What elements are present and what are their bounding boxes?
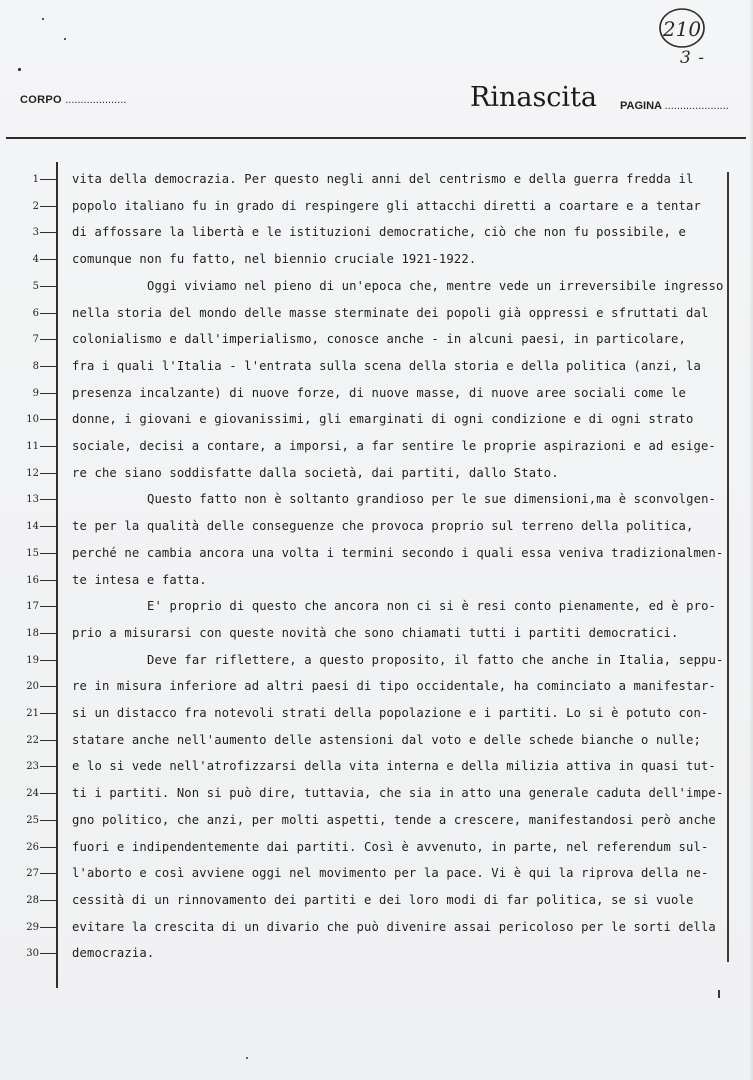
line-number (14, 225, 56, 241)
line-tick (40, 553, 56, 554)
line-number-label: 9 (32, 388, 39, 399)
line-number-label: 3 (32, 227, 39, 238)
line-number (14, 946, 56, 962)
right-margin-mark (718, 990, 720, 998)
line-number-label: 14 (26, 521, 39, 532)
line-tick (40, 446, 56, 447)
line-number (14, 893, 56, 909)
text-line: E' proprio di questo che ancora non ci si è resi conto pienamente, ed è pro- (147, 599, 717, 613)
line-number (14, 840, 56, 856)
line-number (14, 172, 56, 188)
line-number-label: 23 (26, 761, 39, 772)
pagina-field (620, 100, 729, 112)
text-line: Deve far riflettere, a questo proposito, il fatto che anche in Italia, seppu- (147, 653, 724, 667)
corpo-field (20, 94, 126, 106)
line-number (14, 813, 56, 829)
right-margin-rule (727, 172, 729, 962)
archive-stamp (656, 6, 708, 52)
line-number-label: 27 (26, 868, 39, 879)
line-number (14, 679, 56, 695)
line-number-label: 13 (26, 494, 39, 505)
line-number-label: 12 (26, 468, 39, 479)
line-tick (40, 713, 56, 714)
line-number-label: 16 (26, 575, 39, 586)
text-line: re in misura inferiore ad altri paesi di tipo occidentale, ha cominciato a manifestar- (72, 679, 716, 693)
line-tick (40, 953, 56, 954)
speck (246, 1057, 248, 1059)
line-number-label: 6 (32, 308, 39, 319)
masthead-title: Rinascita (470, 82, 598, 113)
line-tick (40, 820, 56, 821)
line-tick (40, 179, 56, 180)
line-number (14, 332, 56, 348)
speck (64, 38, 66, 40)
line-tick (40, 606, 56, 607)
line-number (14, 306, 56, 322)
line-tick (40, 499, 56, 500)
line-number-label: 29 (26, 922, 39, 933)
line-number-label: 2 (32, 201, 39, 212)
handwritten-page-number: 3 - (680, 48, 705, 68)
text-line: nella storia del mondo delle masse sterminate dei popoli già oppressi e sfruttati dal (72, 306, 709, 320)
line-tick (40, 580, 56, 581)
line-tick (40, 740, 56, 741)
line-number (14, 279, 56, 295)
text-line: colonialismo e dall'imperialismo, conosce anche - in alcuni paesi, in particolare, (72, 332, 686, 346)
line-number-label: 17 (26, 601, 39, 612)
line-number (14, 733, 56, 749)
text-line: vita della democrazia. Per questo negli anni del centrismo e della guerra fredda il (72, 172, 694, 186)
text-line: presenza incalzante) di nuove forze, di nuove masse, di nuove aree sociali come le (72, 386, 686, 400)
line-tick (40, 206, 56, 207)
stamp-number: 210 (662, 17, 702, 41)
line-tick (40, 660, 56, 661)
line-number-label: 21 (26, 708, 39, 719)
line-tick (40, 473, 56, 474)
header-rule (6, 137, 746, 139)
speck (42, 18, 44, 20)
left-margin-rule (56, 162, 58, 988)
pagina-dots: ..................... (664, 100, 729, 112)
line-number-label: 22 (26, 735, 39, 746)
text-line: l'aborto e così avviene oggi nel movimento per la pace. Vi è qui la riprova della ne- (72, 866, 709, 880)
line-number (14, 546, 56, 562)
line-number (14, 492, 56, 508)
text-line: Questo fatto non è soltanto grandioso per le sue dimensioni,ma è sconvolgen- (147, 492, 717, 506)
text-line: perché ne cambia ancora una volta i termini secondo i quali essa veniva tradizionalmen- (72, 546, 724, 560)
line-number (14, 653, 56, 669)
line-number-label: 26 (26, 842, 39, 853)
line-tick (40, 366, 56, 367)
text-line: di affossare la libertà e le istituzioni democratiche, ciò che non fu possibile, e (72, 225, 686, 239)
line-tick (40, 259, 56, 260)
text-line: sociale, decisi a contare, a imporsi, a far sentire le proprie aspirazioni e ad esige- (72, 439, 716, 453)
line-tick (40, 232, 56, 233)
line-number-label: 10 (26, 414, 39, 425)
line-number-label: 5 (32, 281, 39, 292)
text-line: e lo si vede nell'atrofizzarsi della vita interna e della milizia attiva in quasi tut- (72, 759, 716, 773)
line-number-label: 7 (32, 334, 39, 345)
text-line: comunque non fu fatto, nel biennio cruciale 1921-1922. (72, 252, 477, 266)
line-number-label: 25 (26, 815, 39, 826)
text-line: si un distacco fra notevoli strati della popolazione e i partiti. Lo si è potuto con- (72, 706, 709, 720)
line-number-label: 4 (32, 254, 39, 265)
line-number (14, 466, 56, 482)
text-line: prio a misurarsi con queste novità che sono chiamati tutti i partiti democratici. (72, 626, 679, 640)
text-line: popolo italiano fu in grado di respingere gli attacchi diretti a coartare e a tentar (72, 199, 701, 213)
text-line: te per la qualità delle conseguenze che provoca proprio sul terreno della politica, (72, 519, 694, 533)
speck (18, 68, 21, 71)
text-line: democrazia. (72, 946, 155, 960)
line-tick (40, 419, 56, 420)
line-tick (40, 927, 56, 928)
line-number-label: 1 (32, 174, 39, 185)
text-line: gno politico, che anzi, per molti aspetti, tende a crescere, manifestandosi però anche (72, 813, 716, 827)
line-number-label: 11 (26, 441, 39, 452)
line-number (14, 706, 56, 722)
pagina-label: PAGINA (620, 100, 662, 112)
text-line: re che siano soddisfatte dalla società, dai partiti, dallo Stato. (72, 466, 559, 480)
corpo-label: CORPO (20, 94, 62, 106)
line-number (14, 519, 56, 535)
text-line: te intesa e fatta. (72, 573, 207, 587)
line-tick (40, 873, 56, 874)
line-number (14, 199, 56, 215)
line-tick (40, 766, 56, 767)
text-line: ti i partiti. Non si può dire, tuttavia, che sia in atto una generale caduta dell'impe- (72, 786, 724, 800)
line-number (14, 786, 56, 802)
line-number-label: 18 (26, 628, 39, 639)
text-line: fuori e indipendentemente dai partiti. Così è avvenuto, in parte, nel referendum sul- (72, 840, 709, 854)
corpo-dots: .................... (65, 94, 127, 106)
line-number-label: 24 (26, 788, 39, 799)
text-line: cessità di un rinnovamento dei partiti e dei loro modi di far politica, se si vuole (72, 893, 694, 907)
line-number-label: 15 (26, 548, 39, 559)
line-tick (40, 686, 56, 687)
line-tick (40, 339, 56, 340)
line-number (14, 412, 56, 428)
line-tick (40, 526, 56, 527)
line-number (14, 759, 56, 775)
line-number-label: 8 (32, 361, 39, 372)
line-number-label: 20 (26, 681, 39, 692)
line-tick (40, 393, 56, 394)
line-tick (40, 900, 56, 901)
line-tick (40, 286, 56, 287)
line-number-label: 19 (26, 655, 39, 666)
text-line: donne, i giovani e giovanissimi, gli emarginati di ogni condizione e di ogni strato (72, 412, 694, 426)
line-number-label: 30 (26, 948, 39, 959)
line-number (14, 920, 56, 936)
text-line: evitare la crescita di un divario che può divenire assai pericoloso per le sorti della (72, 920, 716, 934)
line-number (14, 252, 56, 268)
line-number (14, 439, 56, 455)
line-tick (40, 793, 56, 794)
line-number (14, 626, 56, 642)
line-number-label: 28 (26, 895, 39, 906)
text-line: Oggi viviamo nel pieno di un'epoca che, mentre vede un irreversibile ingresso (147, 279, 724, 293)
line-number (14, 573, 56, 589)
line-number (14, 599, 56, 615)
line-number (14, 386, 56, 402)
line-tick (40, 313, 56, 314)
text-line: fra i quali l'Italia - l'entrata sulla scena della storia e della politica (anzi, la (72, 359, 701, 373)
line-tick (40, 633, 56, 634)
line-number (14, 359, 56, 375)
line-tick (40, 847, 56, 848)
line-number (14, 866, 56, 882)
text-line: statare anche nell'aumento delle astensioni dal voto e delle schede bianche o nulle; (72, 733, 701, 747)
